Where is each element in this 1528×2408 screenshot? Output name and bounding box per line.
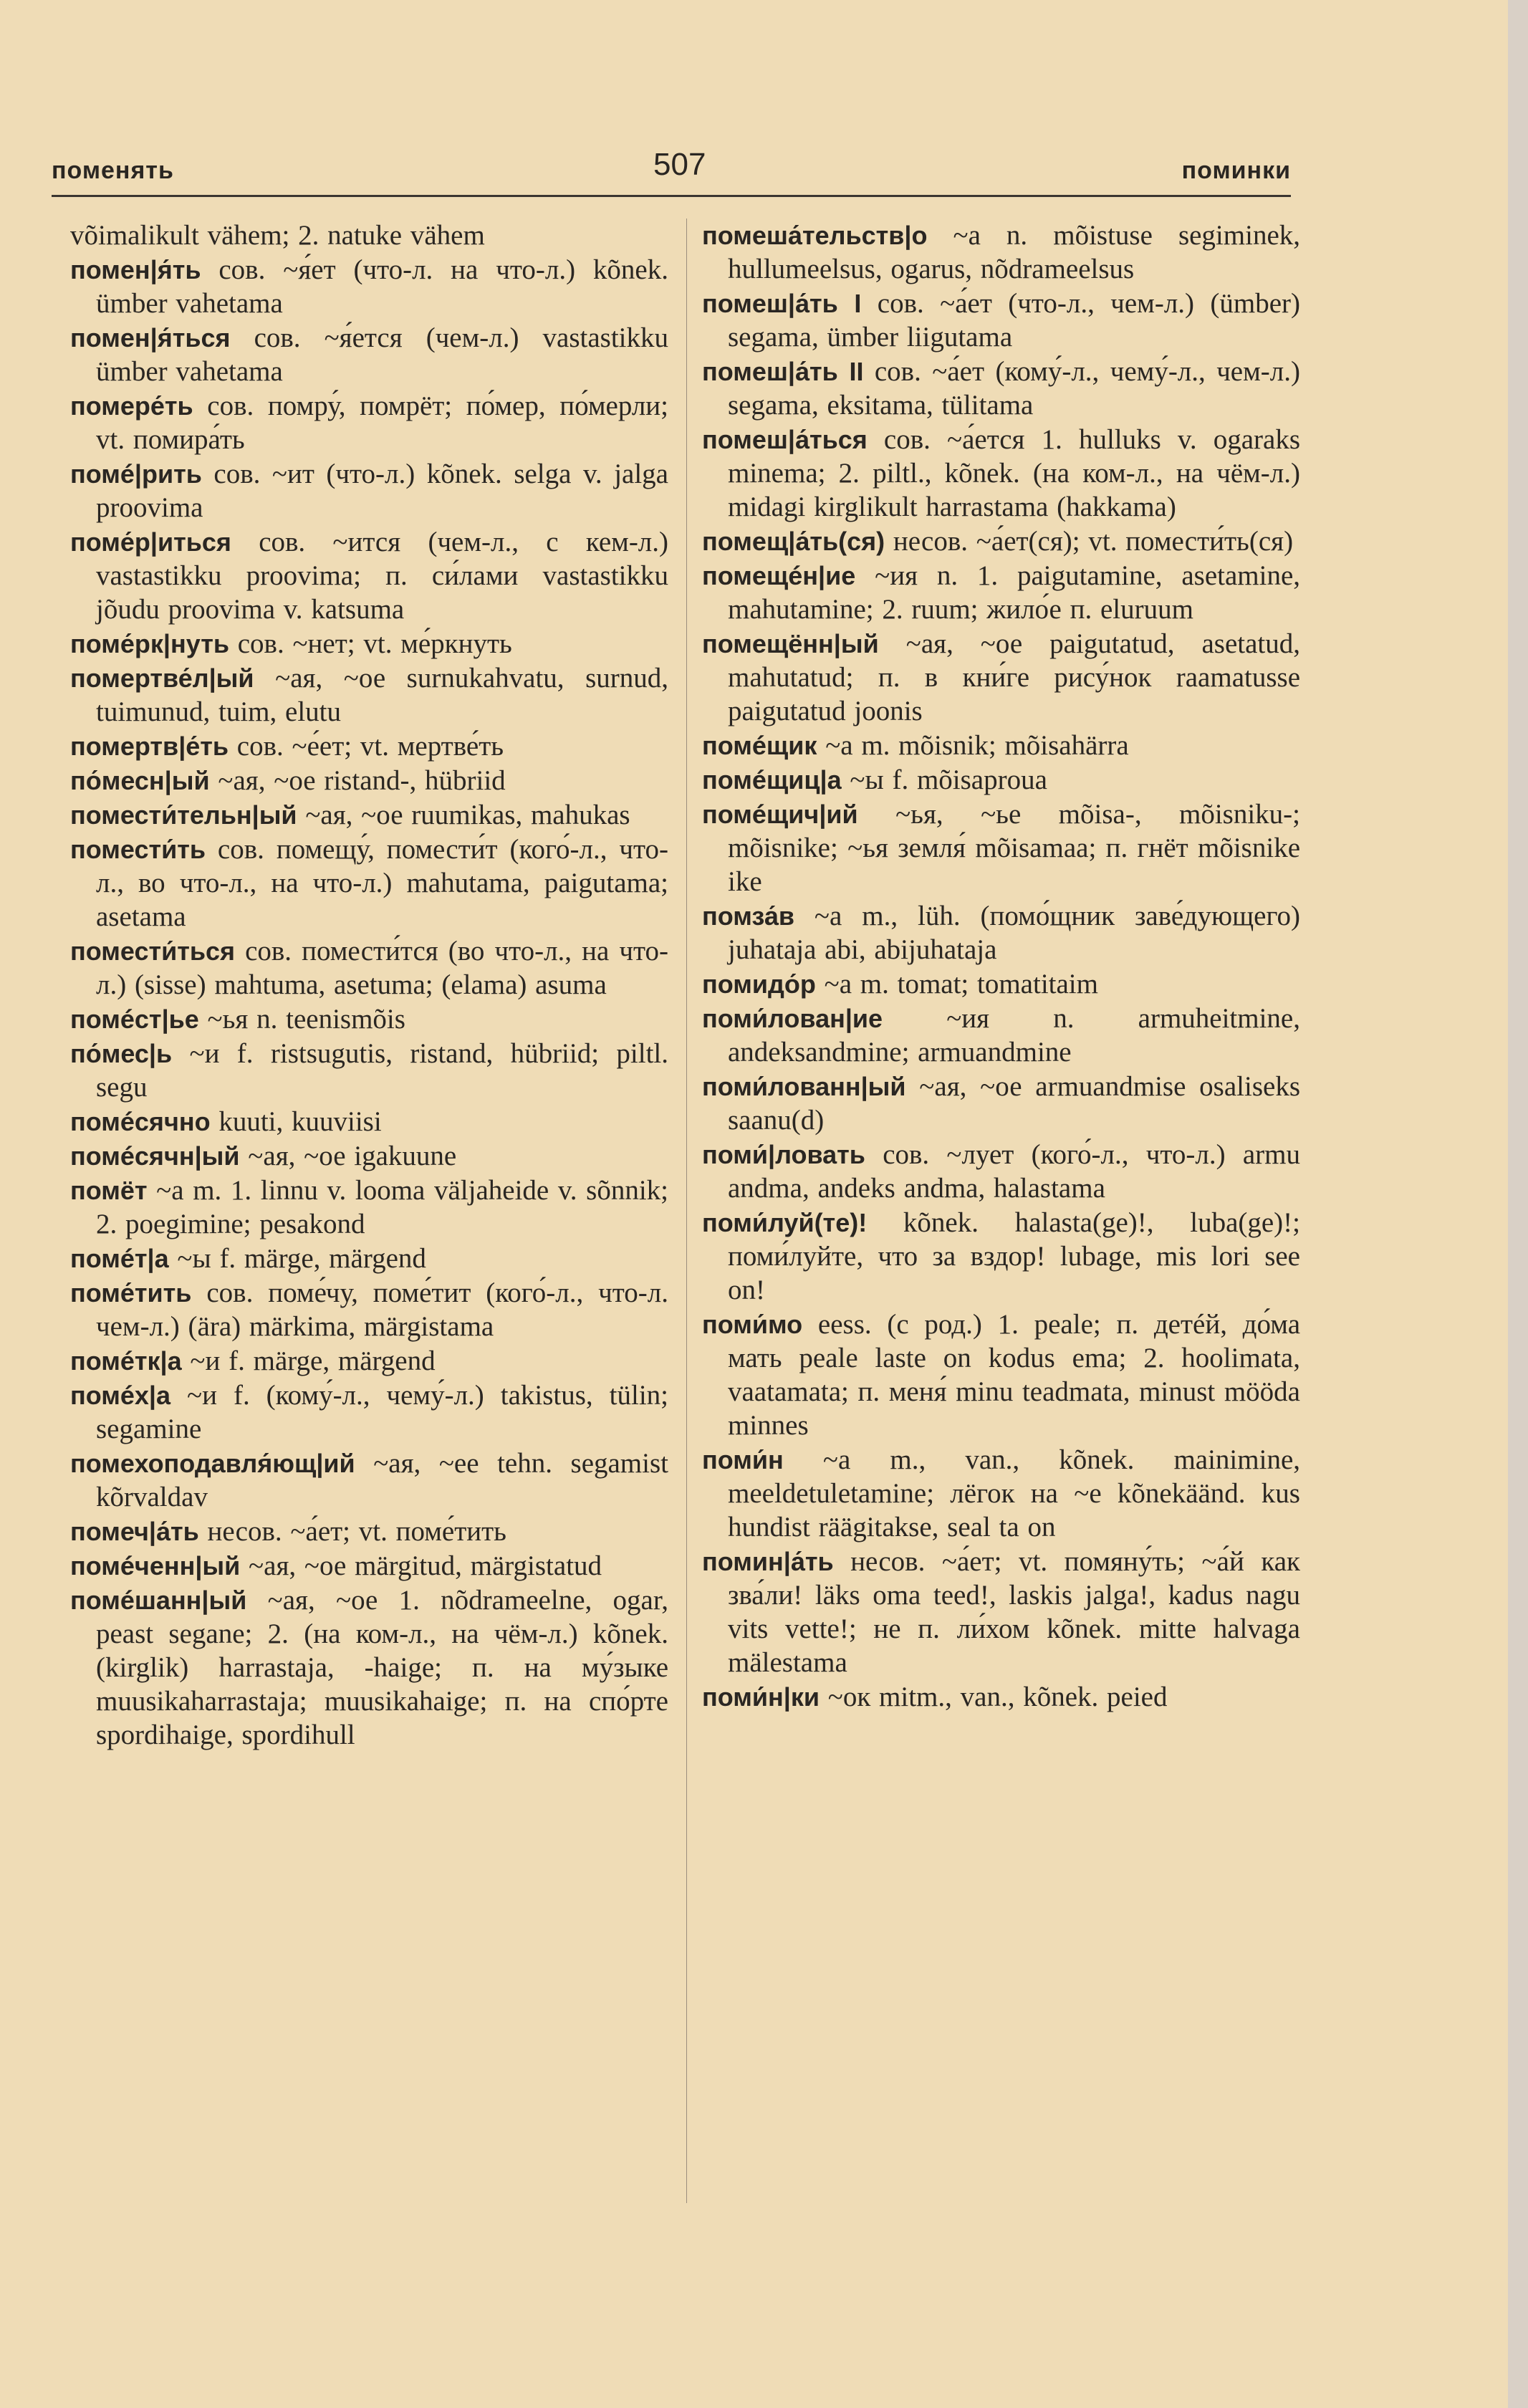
entry-headword: помéченн|ый — [70, 1551, 241, 1580]
dictionary-entry — [702, 1545, 1300, 1679]
entry-headword: поми́луй(те)! — [702, 1208, 868, 1237]
dictionary-entry — [702, 1138, 1300, 1205]
entry-definition: ~и f. (кому́-л., чему́-л.) takistus, tülin; segamine — [96, 1380, 669, 1444]
entry-definition: сов. ~нет; vt. ме́ркнуть — [237, 628, 512, 659]
entry-headword: помертв|е́ть — [70, 731, 229, 761]
dictionary-entry — [70, 1583, 668, 1752]
dictionary-entry — [702, 287, 1300, 354]
dictionary-entry — [70, 729, 668, 763]
entry-headword: помéшанн|ый — [70, 1586, 247, 1615]
dictionary-entry — [702, 219, 1300, 286]
entry-definition: ~ая, ~ое ruumikas, mahukas — [305, 800, 630, 830]
dictionary-entry — [702, 1070, 1300, 1137]
entry-definition: ~и f. ristsugutis, ristand, hübriid; piltl. segu — [96, 1038, 668, 1103]
entry-headword: поми́лован|ие — [702, 1004, 883, 1033]
entry-headword: по́мес|ь — [70, 1039, 173, 1068]
entry-definition: kõnek. halasta(ge)!, luba(ge)!; поми́луйте, что за вздор! lubage, mis lori see on! — [728, 1207, 1300, 1305]
entry-definition: несов. ~а́ет; vt. помяну́ть; ~а́й как зва́ли! läks oma teed!, laskis jalga!, kadus nagu vits vette!; не п. ли́хом kõnek. mitte halvaga mälestama — [728, 1546, 1300, 1678]
dictionary-entry — [702, 1443, 1300, 1544]
entry-definition: сов. ~е́ет; vt. мертве́ть — [236, 731, 504, 762]
entry-headword: помеш|а́ть I — [702, 289, 862, 318]
entry-headword: помéт|а — [70, 1244, 169, 1273]
entry-definition: ~а n. mõistuse segiminek, hullumeelsus, ogarus, nõdrameelsus — [728, 220, 1300, 284]
entry-definition: eess. (с род.) 1. peale; п. детéй, до́ма мать peale laste on kodus ema; 2. hoolimata, vaatamata; п. меня́ minu teadmata, minust mööda minnes — [728, 1309, 1301, 1441]
dictionary-entry — [70, 764, 668, 797]
entry-headword: поми́лованн|ый — [702, 1072, 906, 1101]
entry-definition: ~ая, ~ое surnukahvatu, surnud, tuimunud, tuim, elutu — [96, 663, 668, 727]
dictionary-entry — [70, 1378, 668, 1446]
dictionary-entry — [702, 729, 1300, 762]
dictionary-entry — [702, 1002, 1300, 1069]
dictionary-entry — [70, 934, 668, 1002]
entry-definition: ~ая, ~ое igakuune — [248, 1141, 457, 1171]
dictionary-entry — [702, 355, 1300, 422]
entry-definition: ~а m., lüh. (помо́щник заве́дующего) juhataja abi, abijuhataja — [728, 901, 1300, 965]
entry-headword: поми́|ловать — [702, 1140, 865, 1169]
entry-headword: помёт — [70, 1176, 148, 1205]
entry-definition: сов. ~я́ет (что-л. на что-л.) kõnek. ümber vahetama — [96, 254, 668, 319]
entry-headword: помеш|а́ть II — [702, 357, 864, 386]
entry-headword: поме́тить — [70, 1278, 192, 1308]
entry-headword: помин|а́ть — [702, 1547, 834, 1576]
entry-definition: ~ок mitm., van., kõnek. peied — [827, 1682, 1168, 1712]
dictionary-entry — [70, 1242, 668, 1275]
entry-headword: помеч|а́ть — [70, 1517, 199, 1546]
entry-definition: несов. ~а́ет(ся); vt. помести́ть(ся) — [893, 526, 1294, 557]
dictionary-entry — [702, 1680, 1300, 1714]
entry-definition: сов. ~ит (что-л.) kõnek. selga v. jalga proovima — [96, 459, 668, 523]
entry-definition: kuuti, kuuviisi — [218, 1106, 382, 1137]
dictionary-entry — [70, 1276, 668, 1343]
entry-definition: ~а m. 1. linnu v. looma väljaheide v. sõnnik; 2. poegimine; pesakond — [96, 1175, 669, 1239]
dictionary-entry — [70, 219, 668, 252]
entry-definition: сов. помру́, помрёт; по́мер, по́мерли; vt. помира́ть — [96, 390, 668, 455]
entry-definition: сов. ~а́ется 1. hulluks v. ogaraks minema; 2. piltl., kõnek. (на ком-л., на чём-л.) midagi kirglikult harrastama (hakkama) — [728, 424, 1301, 522]
left-column — [70, 219, 668, 1752]
entry-definition: ~ая, ~ое märgitud, märgistatud — [249, 1550, 602, 1581]
header-guide-word-left: поменять — [52, 157, 174, 184]
entry-headword: помéщик — [702, 731, 817, 760]
entry-headword: поми́мо — [702, 1310, 803, 1339]
page-number: 507 — [653, 147, 706, 182]
dictionary-entry — [702, 559, 1300, 626]
entry-headword: помéтк|а — [70, 1346, 182, 1376]
entry-definition: ~а m. tomat; tomatitaim — [824, 969, 1098, 999]
entry-headword: помехоподавля́ющ|ий — [70, 1449, 355, 1478]
entry-headword: помéсячн|ый — [70, 1141, 240, 1171]
entry-headword: помéсячно — [70, 1107, 211, 1136]
entry-definition: сов. помести́тся (во что-л., на что-л.) (sisse) mahtuma, asetuma; (elama) asuma — [96, 936, 668, 1000]
entry-headword: помéщич|ий — [702, 800, 858, 829]
entry-headword: поми́н|ки — [702, 1682, 820, 1712]
dictionary-entry — [70, 798, 668, 832]
entry-headword: помещ|а́ть(ся) — [702, 527, 885, 556]
entry-definition: võimalikult vähem; 2. natuke vähem — [70, 220, 485, 251]
header-guide-word-right: поминки — [1181, 157, 1291, 184]
dictionary-entry — [702, 524, 1300, 558]
dictionary-entry — [70, 1002, 668, 1036]
dictionary-entry — [70, 1515, 668, 1548]
dictionary-entry — [70, 1447, 668, 1514]
entry-headword: помза́в — [702, 901, 794, 931]
right-column — [702, 219, 1300, 1714]
entry-headword: помéх|а — [70, 1381, 171, 1410]
dictionary-entry — [70, 833, 668, 934]
entry-headword: помести́ть — [70, 835, 206, 864]
dictionary-entry — [702, 1308, 1300, 1442]
entry-definition: ~ая, ~ое ristand-, hübriid — [218, 765, 506, 796]
dictionary-entry — [70, 1037, 668, 1104]
dictionary-entry — [70, 1344, 668, 1378]
dictionary-entry — [70, 661, 668, 729]
header-rule — [52, 195, 1291, 197]
entry-headword: помещённ|ый — [702, 629, 879, 658]
entry-definition: сов. поме́чу, поме́тит (кого́-л., что-л. чем-л.) (ära) märkima, märgistama — [96, 1277, 669, 1342]
entry-definition: ~ия n. 1. paigutamine, asetamine, mahutamine; 2. ruum; жило́е п. eluruum — [728, 560, 1301, 625]
entry-headword: помеш|а́ться — [702, 425, 868, 454]
entry-headword: поме́рк|нуть — [70, 629, 229, 658]
entry-definition: ~ая, ~ое armuandmise osaliseks saanu(d) — [728, 1071, 1300, 1136]
page-header — [52, 133, 1291, 190]
dictionary-entry — [702, 797, 1300, 898]
dictionary-entry — [70, 1139, 668, 1173]
entry-headword: по́месн|ый — [70, 766, 210, 795]
entry-headword: помен|я́ться — [70, 323, 231, 352]
dictionary-entry — [70, 321, 668, 388]
entry-definition: сов. ~а́ет (что-л., чем-л.) (ümber) segama, ümber liigutama — [728, 288, 1300, 352]
column-divider — [686, 219, 687, 2203]
entry-definition: ~ия n. armuheitmine, andeksandmine; armuandmine — [728, 1003, 1300, 1068]
dictionary-entry — [70, 1174, 668, 1241]
entry-headword: помещéн|ие — [702, 561, 856, 590]
entry-headword: помен|я́ть — [70, 255, 201, 284]
dictionary-entry — [702, 763, 1300, 797]
entry-headword: помé|рить — [70, 459, 202, 489]
entry-definition: ~ы f. mõisaproua — [850, 764, 1047, 795]
entry-definition: ~ья n. teenismõis — [207, 1004, 405, 1035]
entry-definition: ~ая, ~ее tehn. segamist kõrvaldav — [96, 1448, 668, 1512]
entry-definition: сов. ~лует (кого́-л., что-л.) armu andma, andeks andma, halastama — [728, 1139, 1300, 1204]
entry-definition: сов. помещу́, помести́т (кого́-л., что-л., во что-л., на что-л.) mahutama, paigutama; asetama — [96, 834, 669, 932]
entry-definition: сов. ~я́ется (чем-л.) vastastikku ümber vahetama — [96, 322, 668, 387]
entry-definition: сов. ~ится (чем-л., с кем-л.) vastastikku proovima; п. си́лами vastastikku jõudu proovima v. katsuma — [96, 527, 669, 625]
dictionary-entry — [702, 967, 1300, 1001]
entry-headword: помести́тельн|ый — [70, 800, 297, 830]
entry-headword: поме́р|иться — [70, 527, 231, 557]
dictionary-entry — [702, 899, 1300, 966]
entry-definition: ~ая, ~ое paigutatud, asetatud, mahutatud; п. в кни́ге рису́нок raamatusse paigutatud joonis — [728, 628, 1301, 726]
entry-definition: ~ья, ~ье mõisa-, mõisniku-; mõisnike; ~ья земля́ mõisamaa; п. гнёт mõisnike ike — [728, 799, 1301, 897]
dictionary-entry — [70, 389, 668, 456]
entry-headword: помести́ться — [70, 936, 236, 966]
dictionary-entry — [70, 1105, 668, 1138]
entry-definition: ~и f. märge, märgend — [190, 1345, 436, 1376]
entry-headword: поми́н — [702, 1445, 784, 1474]
dictionary-entry — [702, 627, 1300, 728]
entry-definition: ~ы f. märge, märgend — [177, 1243, 426, 1274]
dictionary-entry — [70, 457, 668, 524]
dictionary-entry — [70, 525, 668, 626]
entry-definition: сов. ~а́ет (кому́-л., чему́-л., чем-л.) segama, eksitama, tülitama — [728, 356, 1300, 421]
entry-headword: помéщиц|а — [702, 765, 842, 795]
entry-headword: помере́ть — [70, 391, 193, 421]
entry-headword: помидо́р — [702, 969, 816, 999]
dictionary-entry — [702, 1206, 1300, 1307]
entry-definition: ~ая, ~ое 1. nõdrameelne, ogar, peast segane; 2. (на ком-л., на чём-л.) kõnek. (kirglik) harrastaja, -haige; п. на му́зыке muusikaharrastaja; muusikahaige; п. на спо́рте spordihaige, spordihull — [96, 1585, 668, 1750]
entry-headword: помертве́л|ый — [70, 663, 254, 693]
dictionary-entry — [702, 423, 1300, 524]
dictionary-entry — [70, 627, 668, 661]
entry-headword: помеша́тельств|о — [702, 221, 928, 250]
entry-definition: ~а m., van., kõnek. mainimine, meeldetuletamine; лёгок на ~е kõnekäänd. kus hundist räägitakse, seal ta on — [728, 1444, 1301, 1543]
dictionary-entry — [70, 253, 668, 320]
dictionary-entry — [70, 1549, 668, 1583]
entry-definition: несов. ~а́ет; vt. поме́тить — [207, 1516, 506, 1547]
entry-headword: помéст|ье — [70, 1004, 199, 1034]
entry-definition: ~а m. mõisnik; mõisahärra — [825, 730, 1129, 761]
